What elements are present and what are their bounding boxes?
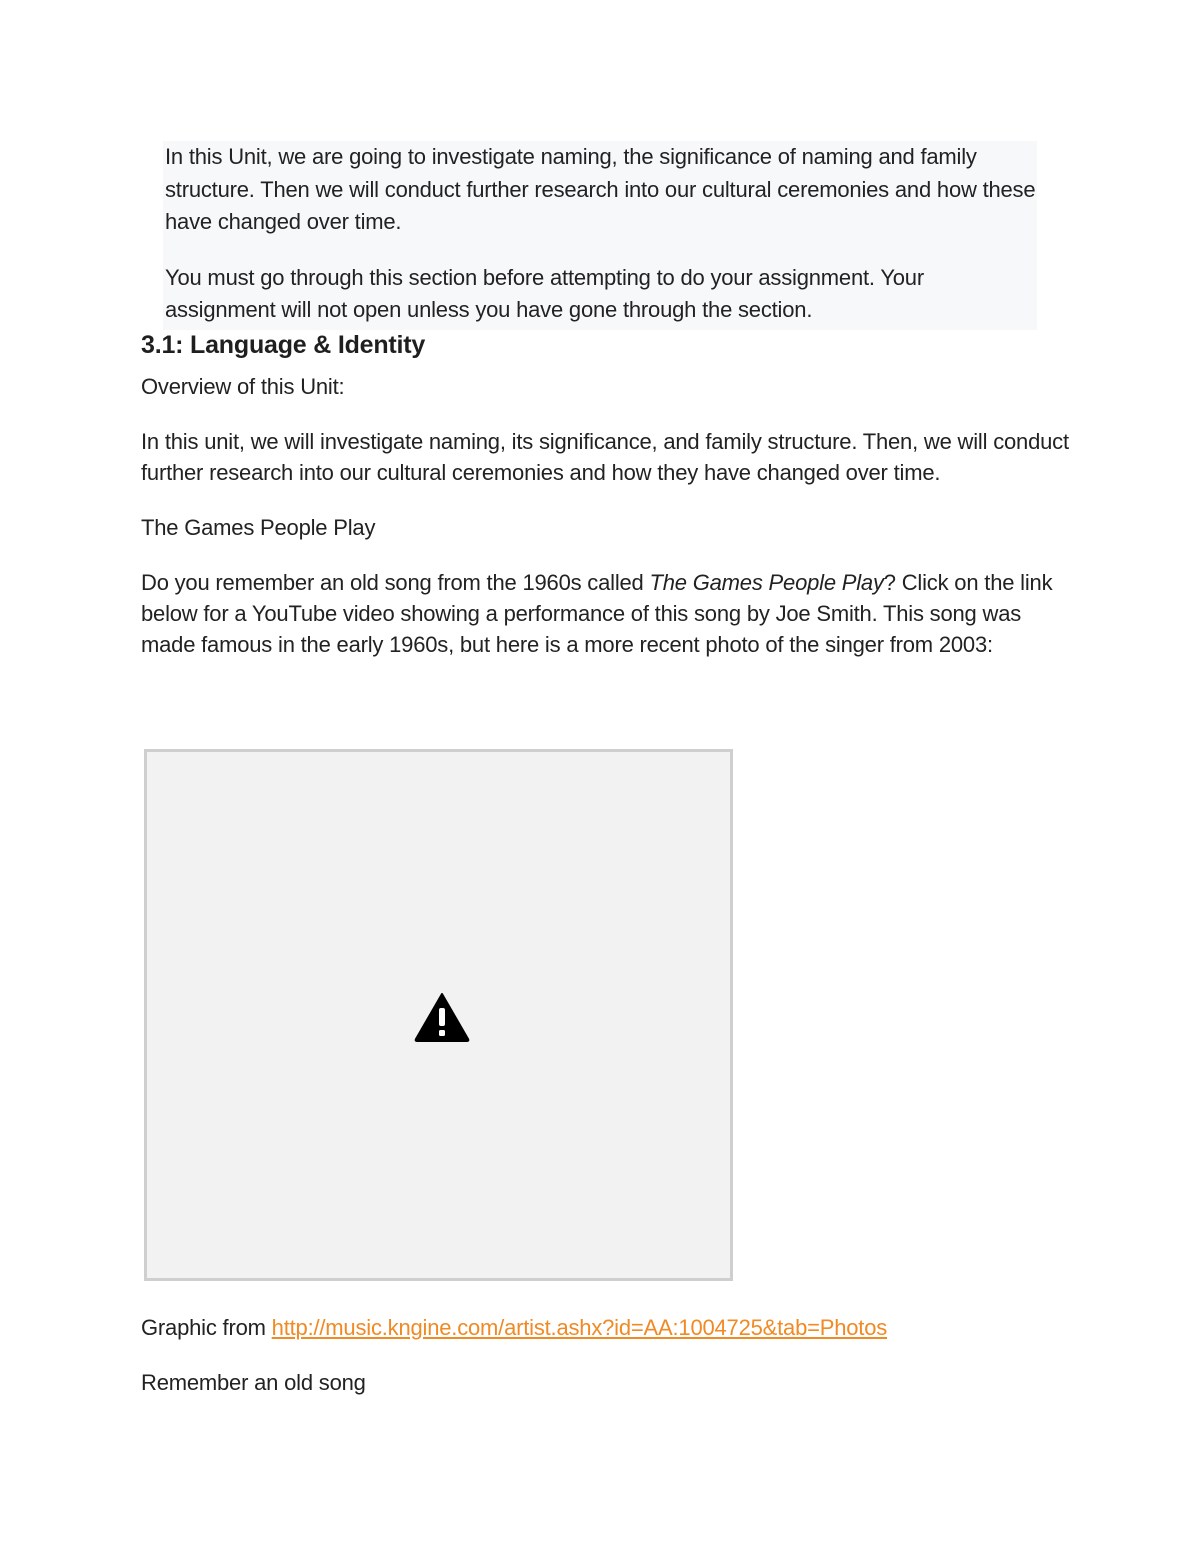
intro-callout <box>163 141 1037 330</box>
overview-label: Overview of this Unit: <box>141 374 345 399</box>
section-heading: 3.1: Language & Identity <box>141 331 426 359</box>
games-title: The Games People Play <box>141 515 376 540</box>
graphic-credit-prefix: Graphic from <box>141 1315 272 1340</box>
main-content <box>141 326 1071 660</box>
graphic-source-link[interactable]: http://music.kngine.com/artist.ashx?id=AA:1004725&tab=Photos <box>271 1315 888 1340</box>
games-text-after: ? Click on the link below for a YouTube video showing a performance of this song by Joe Smith. This song was made famous in the early 1960s, but here is a more recent photo of the singer from 2003: <box>141 570 1053 657</box>
games-paragraph <box>141 567 1071 660</box>
song-title: The Games People Play <box>649 570 884 595</box>
unit-description: In this unit, we will investigate naming, its significance, and family structure. Then, we will conduct further research into our cultural ceremonies and how they have changed over time. <box>141 429 1069 485</box>
broken-image-placeholder <box>144 749 733 1281</box>
games-text-before: Do you remember an old song from the 1960s called <box>141 570 650 595</box>
warning-icon <box>414 992 470 1042</box>
remember-heading: Remember an old song <box>141 1370 366 1395</box>
intro-paragraph-2: You must go through this section before attempting to do your assignment. Your assignment will not open unless you have gone through the section. <box>165 264 924 322</box>
intro-paragraph-1: In this Unit, we are going to investigate naming, the significance of naming and family structure. Then we will conduct further research into our cultural ceremonies and how these have changed over time. <box>165 144 1036 234</box>
graphic-credit <box>141 1312 887 1343</box>
